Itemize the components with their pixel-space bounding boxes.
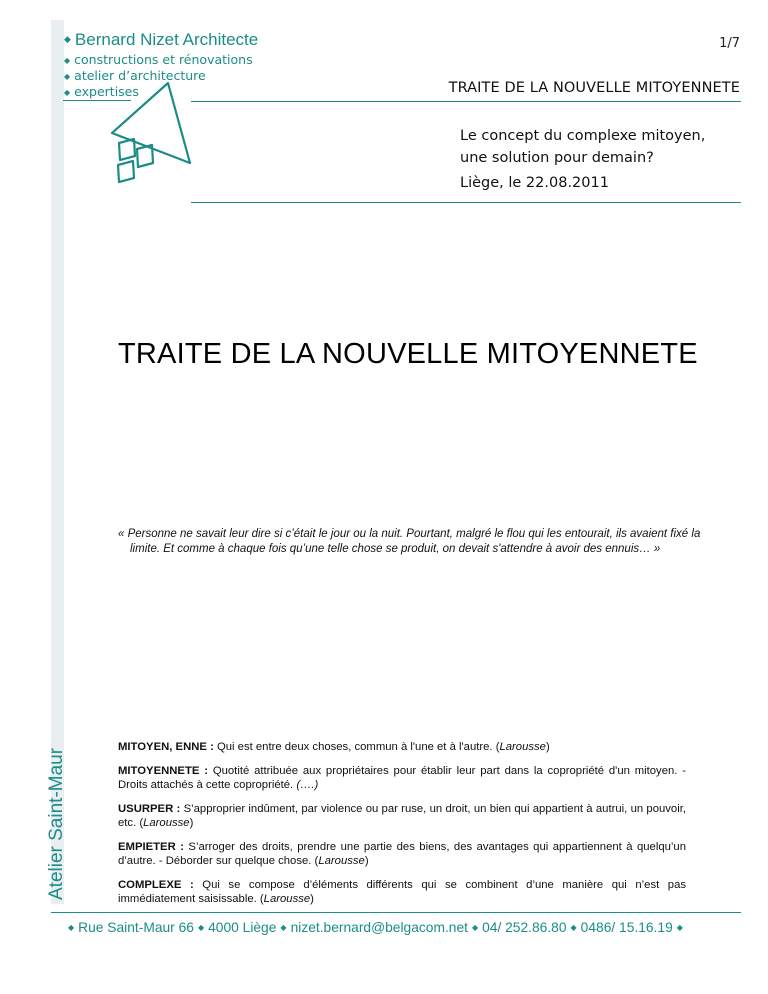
diamond-bullet-icon: ◆: [64, 72, 71, 81]
diamond-bullet-icon: ◆: [471, 923, 479, 932]
footer-contact: [64, 920, 687, 935]
diamond-bullet-icon: ◆: [197, 923, 205, 932]
footer-divider: [51, 912, 741, 913]
diamond-bullet-icon: ◆: [676, 923, 683, 932]
diamond-bullet-icon: ◆: [64, 34, 71, 44]
definition-item: USURPER : S’approprier indûment, par violence ou par ruse, un droit, un bien qui appartient à autrui, un pouvoir, etc. (Larousse): [118, 802, 686, 829]
document-date: Liège, le 22.08.2011: [460, 175, 609, 191]
page-title: TRAITE DE LA NOUVELLE MITOYENNETE: [118, 338, 698, 370]
definition-item: COMPLEXE : Qui se compose d’éléments différents qui se combinent d’une manière qui n’est pas immédiatement saisissable. (Larousse): [118, 878, 687, 905]
header-divider-top: [191, 101, 741, 102]
document-subtitle: Le concept du complexe mitoyen, une solution pour demain?: [460, 128, 706, 166]
tagline-item: ◆ constructions et rénovations: [64, 52, 253, 67]
footer-email-link[interactable]: nizet.bernard@belgacom.net: [290, 920, 468, 935]
diamond-bullet-icon: ◆: [64, 88, 71, 97]
header-divider-bottom: [191, 202, 741, 203]
brand-name: ◆ Bernard Nizet Architecte: [64, 30, 259, 49]
footer-mobile: 0486/ 15.16.19: [580, 920, 673, 935]
footer-city: 4000 Liège: [208, 920, 277, 935]
definition-item: EMPIETER : S’arroger des droits, prendre une partie des biens, des avantages qui appartiennent à quelqu’un d’autre. - Déborder sur quelque chose. (Larousse): [118, 840, 686, 867]
definition-item: MITOYEN, ENNE : Qui est entre deux choses, commun à l'une et à l'autre. (Larousse): [118, 741, 550, 753]
diamond-bullet-icon: ◆: [570, 923, 577, 932]
sidebar-label: Atelier Saint-Maur: [46, 747, 67, 900]
page-number: 1/7: [719, 36, 740, 51]
definitions-list: [118, 740, 686, 916]
footer-address: Rue Saint-Maur 66: [78, 920, 194, 935]
tagline-item: ◆ expertises: [64, 84, 139, 99]
diamond-bullet-icon: ◆: [280, 923, 287, 932]
footer-phone: 04/ 252.86.80: [482, 920, 567, 935]
tagline-item: ◆ atelier d’architecture: [64, 68, 206, 83]
diamond-bullet-icon: ◆: [68, 923, 75, 932]
epigraph-quote: « Personne ne savait leur dire si c’était le jour ou la nuit. Pourtant, malgré le flou qui les entourait, ils avaient fixé la limite. Et comme à chaque fois qu’une telle chose se produit, on devait s'attendre à avoir des ennuis… »: [118, 528, 701, 555]
diamond-bullet-icon: ◆: [64, 56, 71, 65]
house-logo-icon: [110, 78, 200, 190]
definition-item: MITOYENNETE : Quotité attribuée aux propriétaires pour établir leur part dans la copropriété d'un mitoyen. - Droits attachés à cette copropriété. (….): [118, 764, 687, 791]
document-header-title: TRAITE DE LA NOUVELLE MITOYENNETE: [448, 80, 740, 96]
